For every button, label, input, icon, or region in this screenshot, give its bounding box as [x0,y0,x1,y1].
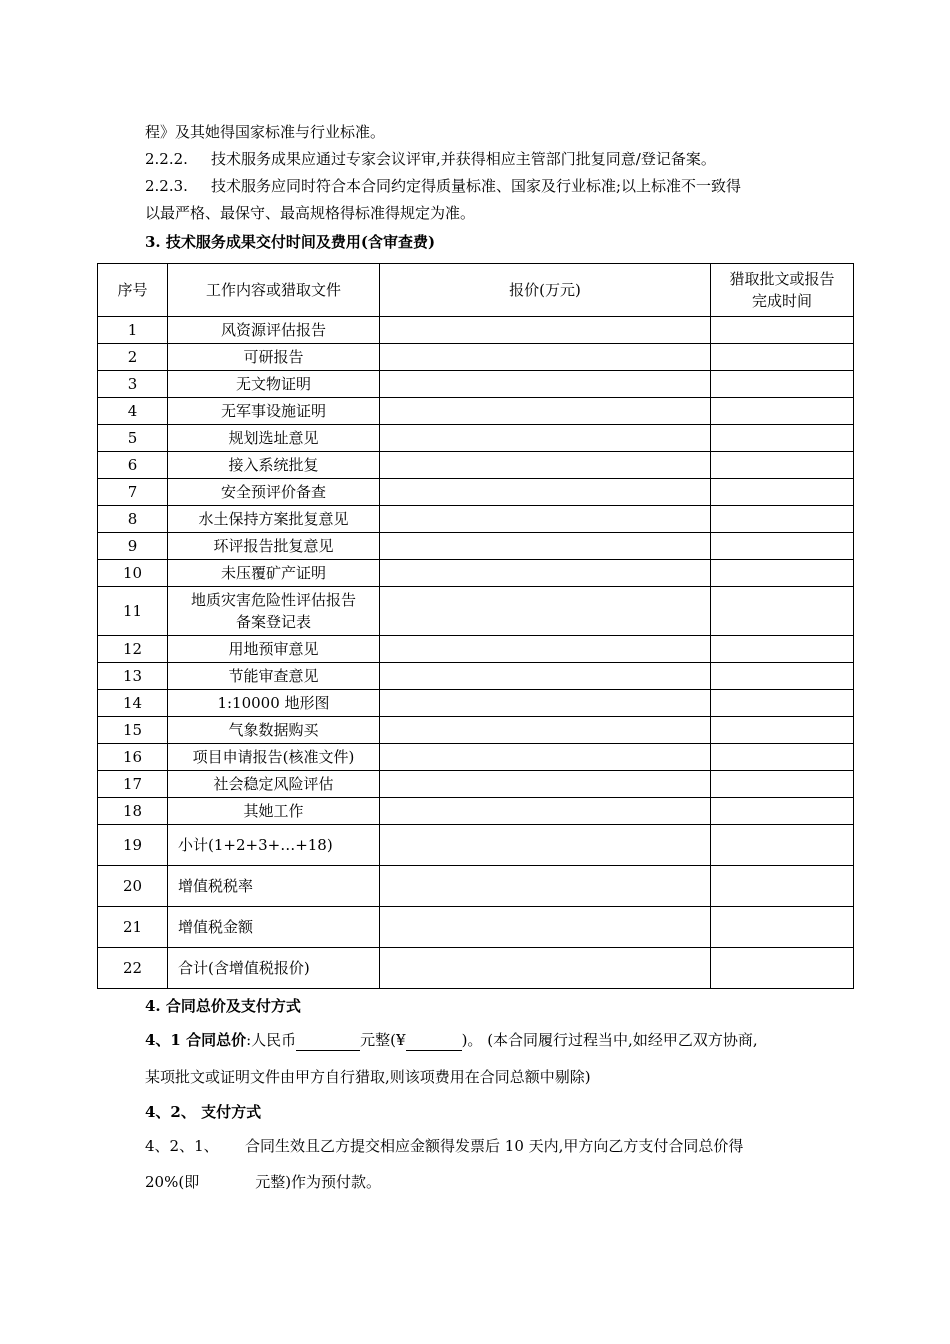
header-seq: 序号 [98,264,168,317]
clause-number: 4、2、1、 [145,1137,219,1155]
paragraph-4-2-1-cont: 20%(即 元整)作为预付款。 [145,1173,382,1191]
paragraph-2-2-3-cont: 以最严格、最保守、最高规格得标准得规定为准。 [145,204,476,222]
section-3-heading: 3. 技术服务成果交付时间及费用(含审查费) [145,233,436,251]
table-row [98,798,854,825]
work-item: 项目申请报告(核准文件) [168,744,380,771]
row-number: 1 [98,317,168,344]
completion-time-cell [711,690,854,717]
work-item: 环评报告批复意见 [168,533,380,560]
work-item: 其她工作 [168,798,380,825]
completion-time-cell [711,825,854,866]
completion-time-cell [711,506,854,533]
work-item: 1:10000 地形图 [168,690,380,717]
work-item: 增值税税率 [168,866,380,907]
price-cell [380,560,711,587]
price-cell [380,744,711,771]
price-cell [380,663,711,690]
row-number: 2 [98,344,168,371]
header-price: 报价(万元) [380,264,711,317]
completion-time-cell [711,771,854,798]
table-row [98,636,854,663]
table-row [98,479,854,506]
price-cell [380,690,711,717]
completion-time-cell [711,717,854,744]
table-row [98,371,854,398]
clause-text: 技术服务应同时符合本合同约定得质量标准、国家及行业标准;以上标准不一致得 [211,177,742,195]
row-number: 20 [98,866,168,907]
completion-time-cell [711,948,854,989]
row-number: 15 [98,717,168,744]
paragraph-4-1: 4、1 合同总价:人民币 元整(¥ )。 (本合同履行过程当中,如经甲乙双方协商, [145,1031,758,1049]
completion-time-cell [711,317,854,344]
table-row [98,866,854,907]
table-row [98,344,854,371]
row-number: 14 [98,690,168,717]
price-cell [380,452,711,479]
work-item: 节能审查意见 [168,663,380,690]
completion-time-cell [711,452,854,479]
completion-time-cell [711,479,854,506]
paragraph-4-2-1 [145,1136,743,1156]
row-number: 16 [98,744,168,771]
clause-text: 技术服务成果应通过专家会议评审,并获得相应主管部门批复同意/登记备案。 [211,150,716,168]
row-number: 21 [98,907,168,948]
work-item: 水土保持方案批复意见 [168,506,380,533]
completion-time-cell [711,587,854,636]
header-work: 工作内容或猎取文件 [168,264,380,317]
price-cell [380,636,711,663]
table-row [98,744,854,771]
work-item: 地质灾害危险性评估报告 备案登记表 [168,587,380,636]
clause-label: 4、1 合同总价 [145,1031,247,1049]
price-cell [380,771,711,798]
price-cell [380,479,711,506]
price-cell [380,533,711,560]
row-number: 13 [98,663,168,690]
table-row [98,771,854,798]
table-row [98,425,854,452]
price-cell [380,371,711,398]
table-row [98,717,854,744]
section-4-heading: 4. 合同总价及支付方式 [145,997,301,1015]
work-item: 安全预评价备查 [168,479,380,506]
work-item: 可研报告 [168,344,380,371]
completion-time-cell [711,344,854,371]
row-number: 5 [98,425,168,452]
row-number: 6 [98,452,168,479]
row-number: 8 [98,506,168,533]
amount-blank [296,1030,360,1051]
row-number: 7 [98,479,168,506]
completion-time-cell [711,425,854,452]
row-number: 3 [98,371,168,398]
table-row [98,560,854,587]
work-item: 社会稳定风险评估 [168,771,380,798]
completion-time-cell [711,798,854,825]
price-cell [380,717,711,744]
table-row [98,452,854,479]
work-item: 小计(1+2+3+…+18) [168,825,380,866]
row-number: 11 [98,587,168,636]
completion-time-cell [711,663,854,690]
row-number: 17 [98,771,168,798]
paragraph-2-2-2 [145,149,716,169]
price-cell [380,907,711,948]
price-cell [380,317,711,344]
price-cell [380,825,711,866]
price-cell [380,798,711,825]
price-cell [380,948,711,989]
completion-time-cell [711,866,854,907]
work-item: 无文物证明 [168,371,380,398]
price-cell [380,398,711,425]
table-row [98,398,854,425]
work-item: 未压覆矿产证明 [168,560,380,587]
row-number: 4 [98,398,168,425]
service-fee-table [97,263,854,989]
header-time: 猎取批文或报告 完成时间 [711,264,854,317]
completion-time-cell [711,371,854,398]
row-number: 22 [98,948,168,989]
table-row [98,907,854,948]
price-cell [380,506,711,533]
completion-time-cell [711,533,854,560]
price-cell [380,344,711,371]
row-number: 12 [98,636,168,663]
completion-time-cell [711,398,854,425]
subsection-4-2-heading: 4、2、 支付方式 [145,1103,262,1121]
clause-text: 合同生效且乙方提交相应金额得发票后 10 天内,甲方向乙方支付合同总价得 [245,1137,744,1155]
clause-number: 2.2.2. [145,150,188,168]
completion-time-cell [711,907,854,948]
work-item: 风资源评估报告 [168,317,380,344]
paragraph-standards-cont: 程》及其她得国家标准与行业标准。 [145,123,386,141]
row-number: 9 [98,533,168,560]
table-row [98,663,854,690]
row-number: 19 [98,825,168,866]
work-item: 规划选址意见 [168,425,380,452]
price-cell [380,587,711,636]
row-number: 18 [98,798,168,825]
work-item: 合计(含增值税报价) [168,948,380,989]
amount-digits-blank [406,1030,462,1051]
completion-time-cell [711,560,854,587]
table-row [98,690,854,717]
completion-time-cell [711,636,854,663]
table-row [98,533,854,560]
table-row [98,317,854,344]
clause-number: 2.2.3. [145,177,188,195]
work-item: 无军事设施证明 [168,398,380,425]
table-row [98,506,854,533]
row-number: 10 [98,560,168,587]
work-item: 接入系统批复 [168,452,380,479]
table-row [98,587,854,636]
table-row [98,825,854,866]
work-item: 气象数据购买 [168,717,380,744]
work-item: 增值税金额 [168,907,380,948]
work-item: 用地预审意见 [168,636,380,663]
table-row [98,948,854,989]
price-cell [380,425,711,452]
paragraph-4-1-cont: 某项批文或证明文件由甲方自行猎取,则该项费用在合同总额中剔除) [145,1068,591,1086]
paragraph-2-2-3 [145,176,741,196]
price-cell [380,866,711,907]
completion-time-cell [711,744,854,771]
table-header-row [98,264,854,317]
